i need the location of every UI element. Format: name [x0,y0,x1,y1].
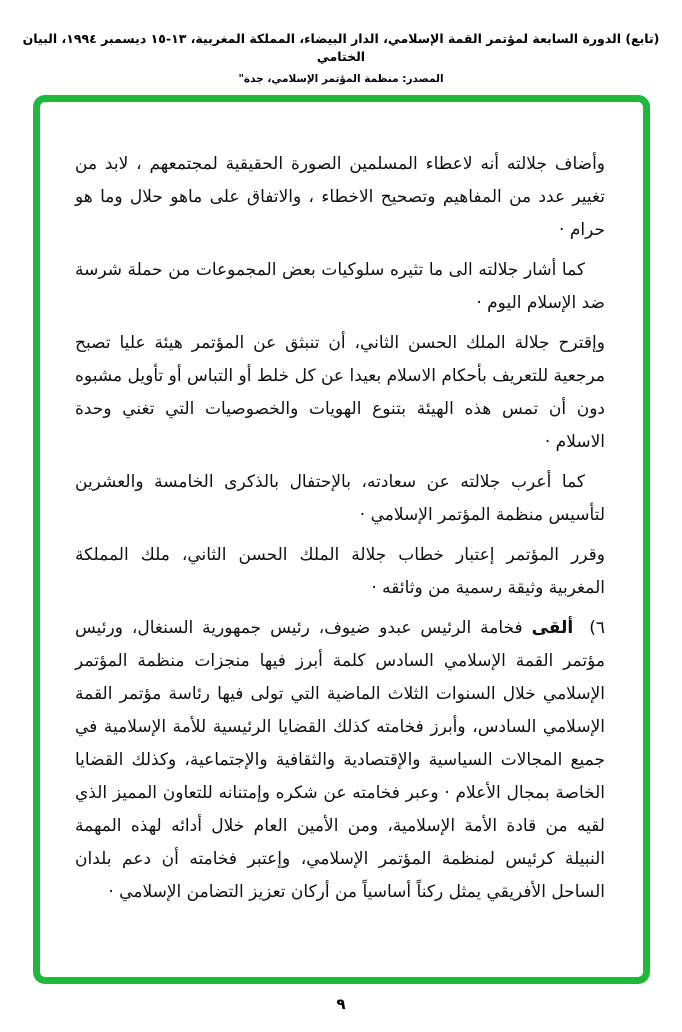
page-number: ٩ [336,995,346,1013]
paragraph-1: وأضاف جلالته أنه لاعطاء المسلمين الصورة الحقيقية لمجتمعهم ، لابد من تغيير عدد من المفاهيم وتصحيح الاخطاء ، والاتفاق على ماهو حلال وما هو حرام · [75,154,605,240]
paragraph-5: وقرر المؤتمر إعتبار خطاب جلالة الملك الحسن الثاني، ملك المملكة المغربية وثيقة رسمية من وثائقه · [75,545,605,598]
numbered-item-6 [75,612,605,909]
item-text: فخامة الرئيس عبدو ضيوف، رئيس جمهورية السنغال، ورئيس مؤتمر القمة الإسلامي السادس كلمة أبرز فيها منجزات منظمة المؤتمر الإسلامي خلال السنوات الثلاث الماضية التي تولى فيها رئاسة مؤتمر القمة الإسلامي السادس، وأبرز فخامته كذلك القضايا الرئيسية للأمة الإسلامية في جميع المجالات السياسية والإقتصادية والثقافية والإجتماعية، وكذلك القضايا الخاصة بمجال الأعلام · وعبر فخامته عن شكره وإمتنانه للتعاون المميز الذي لقيه من قادة الأمة الإسلامية، ومن الأمين العام خلال أدائه لهذه المهمة النبيلة كرئيس لمنظمة المؤتمر الإسلامي، وإعتبر فخامته أن دعم بلدان الساحل الأفريقي يمثل ركناً أساسياً من أركان تعزيز التضامن الإسلامي · [75,618,605,902]
content-border-box [33,95,650,984]
header-title: (تابع) الدورة السابعة لمؤتمر القمة الإسلامي، الدار البيضاء، المملكة المغربية، ١٣-١٥ ديسمبر ١٩٩٤، البيان الختامي [22,31,660,64]
paragraph-3: وإقترح جلالة الملك الحسن الثاني، أن تنبثق عن المؤتمر هيئة عليا تصبح مرجعية للتعريف بأحكام الاسلام بعيدا عن كل خلط أو التباس أو تأويل مشبوه دون أن تمس هذه الهيئة بتنوع الهويات والخصوصيات التي تغني وحدة الاسلام · [75,333,605,452]
body-text [40,102,643,977]
item-number: ٦) [589,618,605,638]
paragraph-2: كما أشار جلالته الى ما تثيره سلوكيات بعض المجموعات من حملة شرسة ضد الإسلام اليوم · [75,260,605,313]
header-source: المصدر: منظمة المؤتمر الإسلامي، جدة" [238,73,444,85]
item-lead-word: ألقى [531,618,574,638]
paragraph-4: كما أعرب جلالته عن سعادته، بالإحتفال بالذكرى الخامسة والعشرين لتأسيس منظمة المؤتمر الإسلامي · [75,472,605,525]
document-header [10,30,672,85]
